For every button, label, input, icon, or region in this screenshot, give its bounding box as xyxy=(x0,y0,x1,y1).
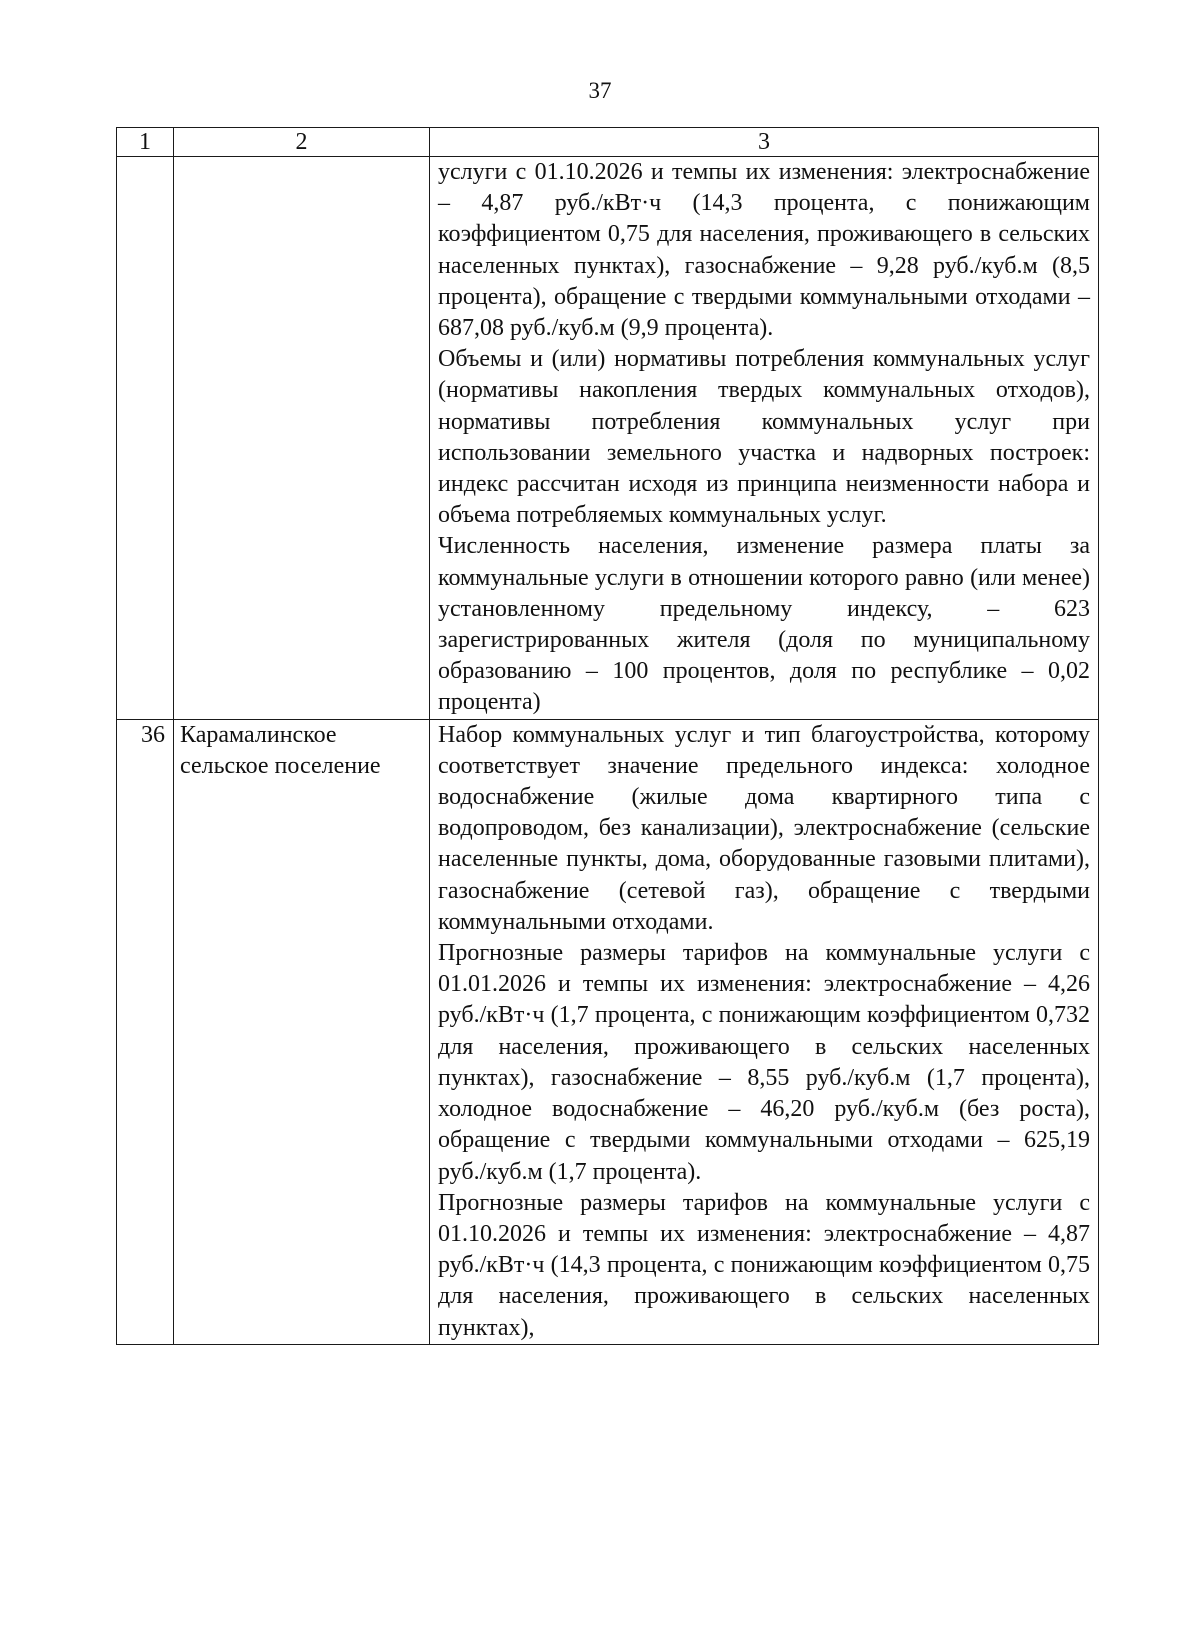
row-name-cell: Карамалинское сельское поселение xyxy=(174,719,430,1344)
table-row-36 xyxy=(117,719,1099,1344)
header-col-2: 2 xyxy=(174,128,430,157)
row-text-cell xyxy=(430,157,1099,720)
paragraph: Набор коммунальных услуг и тип благоустройства, которому соответствует значение предельного индекса: холодное водоснабжение (жилые дома квартирного типа с водопроводом, без канализации), электроснабжение (сельские населенные пункты, дома, оборудованные газовыми плитами), газоснабжение (сетевой газ), обращение с твердыми коммунальными отходами. xyxy=(438,721,1090,935)
table-header-row xyxy=(117,128,1099,157)
header-col-3: 3 xyxy=(430,128,1099,157)
paragraph: Объемы и (или) нормативы потребления коммунальных услуг (нормативы накопления твердых коммунальных отходов), нормативы потребления коммунальных услуг при использовании земельного участка и надворных построек: индекс рассчитан исходя из принципа неизменности набора и объема потребляемых коммунальных услуг. xyxy=(438,346,1090,529)
paragraph: услуги с 01.10.2026 и темпы их изменения: электроснабжение – 4,87 руб./кВт·ч (14,3 процента, с понижающим коэффициентом 0,75 для населения, проживающего в сельских населенных пунктах), газоснабжение – 9,28 руб./куб.м (8,5 процента), обращение с твердыми коммунальными отходами – 687,08 руб./куб.м (9,9 процента). xyxy=(438,159,1090,342)
row-name-cell xyxy=(174,157,430,720)
tariff-table xyxy=(116,127,1099,1345)
paragraph: Прогнозные размеры тарифов на коммунальные услуги с 01.01.2026 и темпы их изменения: электроснабжение – 4,26 руб./кВт·ч (1,7 процента, с понижающим коэффициентом 0,732 для населения, проживающего в сельских населенных пунктах), газоснабжение – 8,55 руб./куб.м (1,7 процента), холодное водоснабжение – 46,20 руб./куб.м (без роста), обращение с твердыми коммунальными отходами – 625,19 руб./куб.м (1,7 процента). xyxy=(438,940,1090,1185)
page-number: 37 xyxy=(588,78,612,103)
row-number-cell xyxy=(117,157,174,720)
paragraph: Численность населения, изменение размера платы за коммунальные услуги в отношении которого равно (или менее) установленному предельному индексу, – 623 зарегистрированных жителя (доля по муниципальному образованию – 100 процентов, доля по республике – 0,02 процента) xyxy=(438,533,1090,716)
table-row-continuation xyxy=(117,157,1099,720)
row-text-cell xyxy=(430,719,1099,1344)
paragraph: Прогнозные размеры тарифов на коммунальные услуги с 01.10.2026 и темпы их изменения: электроснабжение – 4,87 руб./кВт·ч (14,3 процента, с понижающим коэффициентом 0,75 для населения, проживающего в сельских населенных пунктах), xyxy=(438,1189,1090,1341)
header-col-1: 1 xyxy=(117,128,174,157)
row-number-cell: 36 xyxy=(117,719,174,1344)
